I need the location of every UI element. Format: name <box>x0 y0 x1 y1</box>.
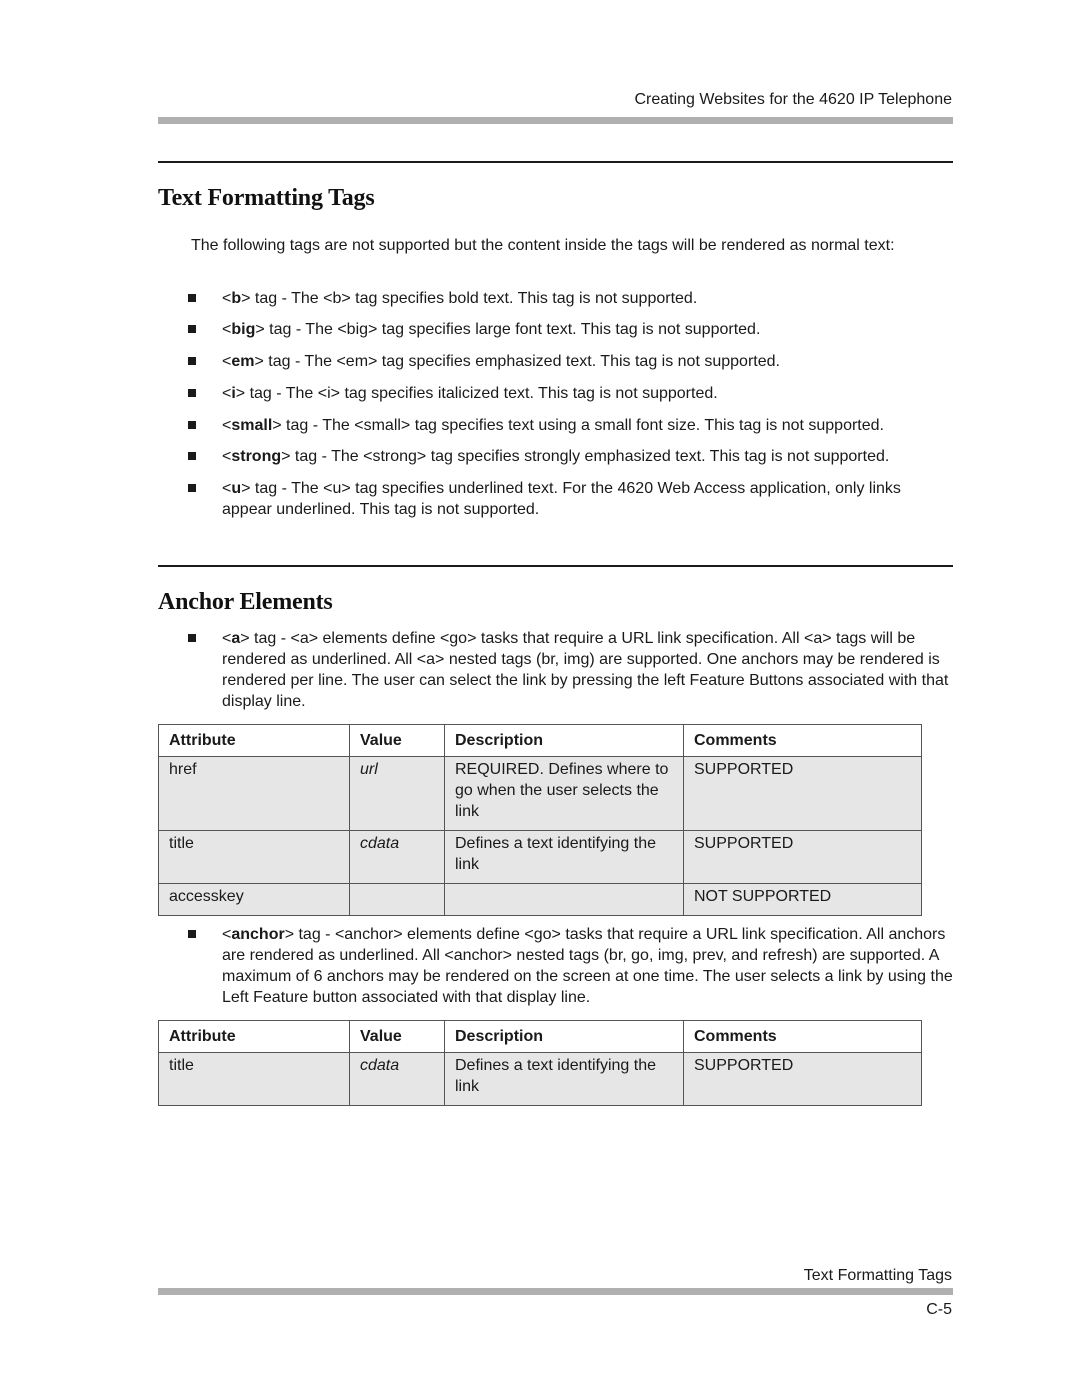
attribute-cell: accesskey <box>159 884 350 916</box>
comments-cell: SUPPORTED <box>684 1053 922 1106</box>
column-header: Description <box>445 725 684 757</box>
bullet-square-icon <box>188 325 196 333</box>
tag-name: u <box>231 480 242 497</box>
value-cell <box>350 884 445 916</box>
description-cell: Defines a text identifying the link <box>445 1053 684 1106</box>
column-header: Comments <box>684 725 922 757</box>
tag-name: em <box>231 353 255 370</box>
intro-paragraph: The following tags are not supported but the content inside the tags will be rendered as normal text: <box>191 237 895 254</box>
tag-description: tag - <anchor> elements define <go> tasks that require a URL link specification. All anchors are rendered as underlined. All <anchor> nested tags (br, go, img, prev, and refresh) are supported. A maximum of 6 anchors may be rendered on the screen at one time. The user selects a link by using the Left Feature button associated with that display line. <box>222 926 953 1006</box>
value-cell: cdata <box>350 1053 445 1106</box>
anchor-attributes-table <box>158 1020 922 1106</box>
table-row <box>159 757 922 831</box>
tag-description: tag - The <strong> tag specifies strongly emphasized text. This tag is not supported. <box>290 448 890 465</box>
description-cell: REQUIRED. Defines where to go when the user selects the link <box>445 757 684 831</box>
value-cell: url <box>350 757 445 831</box>
table-row <box>159 831 922 884</box>
tag-description: tag - The <em> tag specifies emphasized text. This tag is not supported. <box>263 353 780 370</box>
section-title-anchor-elements: Anchor Elements <box>158 589 333 615</box>
running-header-title: Creating Websites for the 4620 IP Telephone <box>634 91 952 108</box>
column-header: Value <box>350 1021 445 1053</box>
column-header: Description <box>445 1021 684 1053</box>
comments-cell: SUPPORTED <box>684 757 922 831</box>
description-cell <box>445 884 684 916</box>
tag-name: a <box>231 630 241 647</box>
tag-name: small <box>231 417 273 434</box>
column-header: Comments <box>684 1021 922 1053</box>
bullet-square-icon <box>188 930 196 938</box>
bullet-square-icon <box>188 452 196 460</box>
bullet-square-icon <box>188 357 196 365</box>
bullet-square-icon <box>188 294 196 302</box>
column-header: Value <box>350 725 445 757</box>
table-row <box>159 884 922 916</box>
bullet-square-icon <box>188 421 196 429</box>
tag-description: tag - The <b> tag specifies bold text. This tag is not supported. <box>250 290 698 307</box>
comments-cell: NOT SUPPORTED <box>684 884 922 916</box>
bullet-square-icon <box>188 634 196 642</box>
table-header-row <box>159 725 922 757</box>
section-title-text-formatting: Text Formatting Tags <box>158 185 375 211</box>
footer-section-title: Text Formatting Tags <box>803 1267 952 1284</box>
footer-bar <box>158 1288 953 1295</box>
header-bar <box>158 117 953 124</box>
tag-description: tag - <a> elements define <go> tasks that require a URL link specification. All <a> tags will be rendered as underlined. All <a> nested tags (br, img) are supported. One anchors may be rendered is rendered per line. The user can select the link by pressing the left Feature Buttons associated with that display line. <box>222 630 949 710</box>
tag-name: strong <box>231 448 282 465</box>
table-header-row <box>159 1021 922 1053</box>
attribute-cell: title <box>159 1053 350 1106</box>
table-row <box>159 1053 922 1106</box>
tag-name: b <box>231 290 242 307</box>
tag-description: tag - The <u> tag specifies underlined text. For the 4620 Web Access application, only links appear underlined. This tag is not supported. <box>222 480 901 518</box>
value-cell: cdata <box>350 831 445 884</box>
bullet-square-icon <box>188 484 196 492</box>
attribute-cell: title <box>159 831 350 884</box>
tag-name: i <box>231 385 236 402</box>
column-header: Attribute <box>159 725 350 757</box>
section-rule <box>158 565 953 567</box>
page-number: C-5 <box>926 1301 952 1318</box>
a-attributes-table <box>158 724 922 916</box>
section-rule <box>158 161 953 163</box>
tag-description: tag - The <i> tag specifies italicized text. This tag is not supported. <box>245 385 718 402</box>
column-header: Attribute <box>159 1021 350 1053</box>
tag-name: big <box>231 321 256 338</box>
comments-cell: SUPPORTED <box>684 831 922 884</box>
tag-description: tag - The <small> tag specifies text using a small font size. This tag is not supported. <box>281 417 884 434</box>
tag-description: tag - The <big> tag specifies large font text. This tag is not supported. <box>264 321 761 338</box>
attribute-cell: href <box>159 757 350 831</box>
bullet-square-icon <box>188 389 196 397</box>
tag-name: anchor <box>231 926 285 943</box>
description-cell: Defines a text identifying the link <box>445 831 684 884</box>
